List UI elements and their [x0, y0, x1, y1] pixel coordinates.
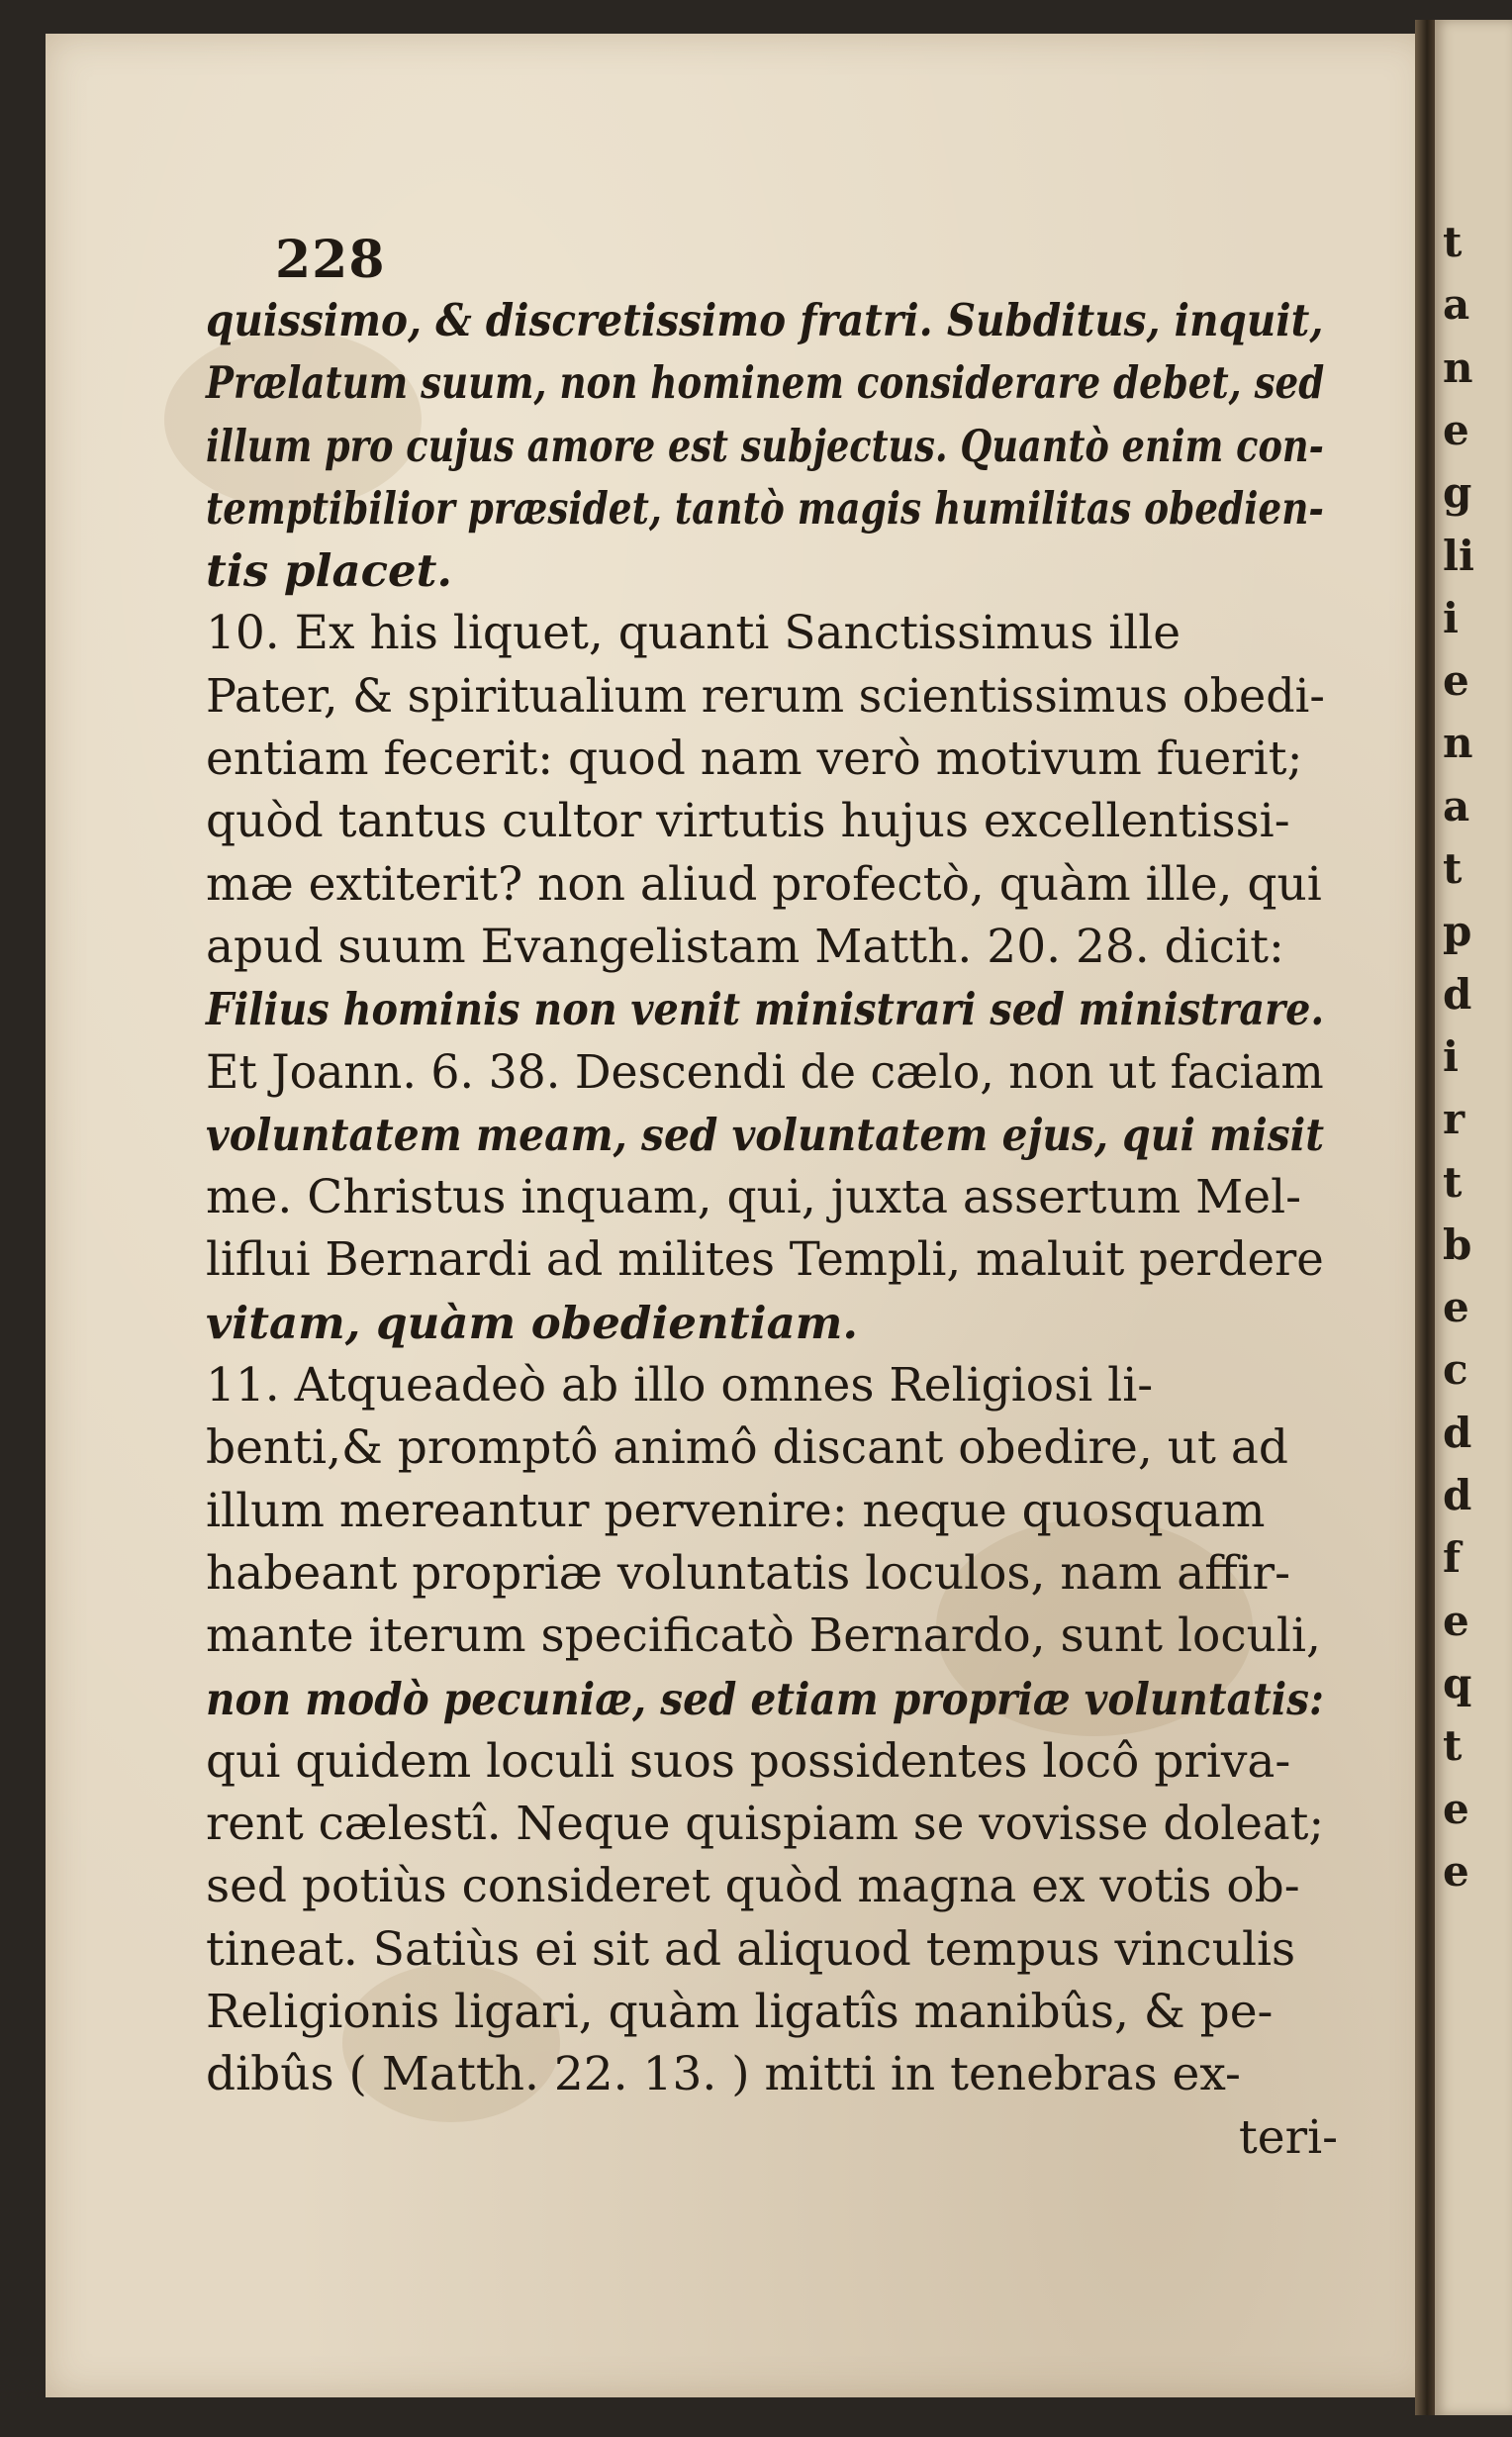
text-line: 11. Atqueadeò ab illo omnes Religiosi li- — [206, 1358, 1154, 1413]
text-line: Et Joann. 6. 38. Descendi de cælo, non ut faciam — [206, 1044, 1324, 1100]
adjacent-page-letter: e — [1443, 656, 1469, 706]
text-line: quòd tantus cultor virtutis hujus excellentissi- — [206, 794, 1290, 849]
adjacent-page-letter: p — [1443, 907, 1472, 956]
page-number: 228 — [275, 230, 386, 290]
adjacent-page-letter: a — [1443, 781, 1470, 830]
book-gutter — [1415, 20, 1435, 2415]
text-line: mæ extiterit? non aliud profectò, quàm ille, qui — [206, 856, 1322, 912]
adjacent-page-letter: q — [1443, 1658, 1472, 1707]
text-line: non modò pecuniæ, sed etiam propriæ voluntatis: — [206, 1672, 1324, 1725]
adjacent-page-letter: i — [1443, 593, 1459, 642]
adjacent-page-letter: a — [1443, 280, 1470, 330]
adjacent-page-letter: t — [1443, 1721, 1463, 1771]
adjacent-page-letter: t — [1443, 844, 1463, 893]
adjacent-page-letter: t — [1443, 1157, 1463, 1207]
text-line: rent cælestî. Neque quispiam se vovisse doleat; — [206, 1797, 1325, 1852]
adjacent-page-letter: d — [1443, 1408, 1472, 1457]
text-line: quissimo, & discretissimo fratri. Subditus, inquit, — [206, 294, 1324, 346]
text-line: Religionis ligari, quàm ligatîs manibûs, & pe- — [206, 1985, 1274, 2040]
adjacent-page-letter: d — [1443, 969, 1472, 1019]
adjacent-page-letter: e — [1443, 1846, 1469, 1896]
text-line: Prælatum suum, non hominem considerare debet, sed — [206, 356, 1325, 410]
adjacent-page-letter: r — [1443, 1095, 1465, 1144]
adjacent-page-letter: i — [1443, 1031, 1459, 1081]
adjacent-page-letter: b — [1443, 1219, 1472, 1269]
adjacent-page-letter: c — [1443, 1345, 1468, 1395]
page-text — [206, 289, 1393, 2169]
text-line: mante iterum specificatò Bernardo, sunt loculi, — [206, 1608, 1321, 1664]
text-line: Pater, & spiritualium rerum scientissimus obedi- — [206, 668, 1325, 724]
catchword: teri- — [1238, 2109, 1338, 2165]
text-line: entiam fecerit: quod nam verò motivum fuerit; — [206, 731, 1303, 787]
adjacent-page-letter: e — [1443, 1596, 1469, 1645]
adjacent-page-letter: g — [1443, 468, 1472, 518]
text-line: habeant propriæ voluntatis loculos, nam affir- — [206, 1545, 1291, 1601]
text-line: voluntatem meam, sed voluntatem ejus, qui misit — [206, 1108, 1325, 1161]
text-line: dibûs ( Matth. 22. 13. ) mitti in tenebras ex- — [206, 2047, 1241, 2102]
adjacent-page-letter: li — [1443, 531, 1474, 580]
adjacent-page-letter: n — [1443, 342, 1473, 392]
adjacent-page-letter: n — [1443, 719, 1473, 768]
text-line: sed potiùs consideret quòd magna ex votis ob- — [206, 1859, 1300, 1914]
text-line: 10. Ex his liquet, quanti Sanctissimus ille — [206, 606, 1181, 661]
text-line: me. Christus inquam, qui, juxta assertum Mel- — [206, 1170, 1301, 1225]
text-line: tis placet. — [206, 544, 453, 598]
adjacent-page-letter: d — [1443, 1471, 1472, 1519]
text-line: illum mereantur pervenire: neque quosquam — [206, 1483, 1266, 1538]
adjacent-page-edge — [1435, 20, 1512, 2415]
text-line: tineat. Satiùs ei sit ad aliquod tempus vinculis — [206, 1921, 1296, 1977]
adjacent-page-letter: e — [1443, 1784, 1469, 1833]
text-line: temptibilior præsidet, tantò magis humilitas obedien- — [206, 481, 1324, 535]
text-line: vitam, quàm obedientiam. — [206, 1296, 859, 1349]
text-line: illum pro cujus amore est subjectus. Quantò enim con- — [206, 419, 1324, 472]
text-line: qui quidem loculi suos possidentes locô priva- — [206, 1733, 1291, 1789]
text-line: apud suum Evangelistam Matth. 20. 28. dicit: — [206, 919, 1284, 974]
adjacent-page-letter: e — [1443, 1283, 1469, 1332]
adjacent-page-letter: t — [1443, 218, 1463, 266]
adjacent-page-letter: e — [1443, 405, 1469, 454]
text-line: benti,& promptô animô discant obedire, ut ad — [206, 1420, 1288, 1476]
text-line: liflui Bernardi ad milites Templi, maluit perdere — [206, 1232, 1324, 1288]
adjacent-page-letter: f — [1443, 1533, 1462, 1583]
text-line: Filius hominis non venit ministrari sed ministrare. — [206, 983, 1325, 1036]
